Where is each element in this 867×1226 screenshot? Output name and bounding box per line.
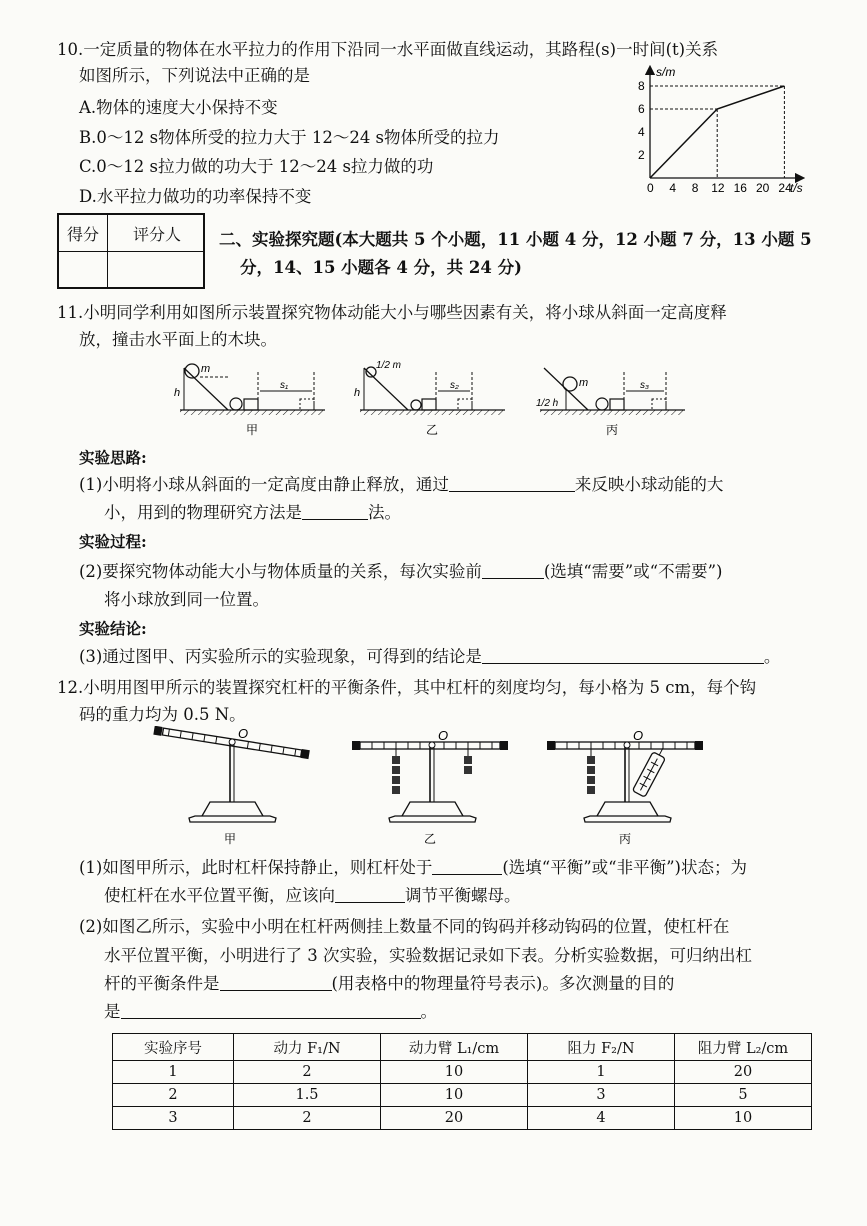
q12-pivot-label-bing: O — [633, 728, 644, 743]
q11-answer-blank-2[interactable] — [302, 503, 368, 520]
q12-figures — [150, 726, 710, 851]
q12-caption-jia: 甲 — [224, 832, 237, 846]
q11-height-label-jia: h — [174, 387, 181, 399]
table-cell: 1 — [528, 1061, 675, 1084]
q11-mass-label-jia: m — [201, 363, 211, 375]
q11-part1-line1 — [79, 473, 723, 497]
table-cell: 5 — [675, 1084, 812, 1107]
q12-figure-bing — [547, 728, 703, 846]
x-tick-label: 12 — [711, 181, 725, 195]
table-cell: 2 — [113, 1084, 234, 1107]
q12-pivot-label-jia: O — [238, 726, 249, 741]
x-tick-label: 8 — [691, 181, 699, 195]
q11-part2-text-b: (选填“需要”或“不需要”) — [543, 562, 723, 581]
q11-heading-process: 实验过程: — [79, 532, 147, 551]
q12-answer-blank-3[interactable] — [220, 974, 332, 991]
table-header-cell: 实验序号 — [113, 1034, 234, 1061]
q12-part1-text-a: (1)如图甲所示，此时杠杆保持静止，则杠杆处于 — [79, 858, 433, 877]
q11-mass-label-bing: m — [579, 377, 589, 389]
q12-part1-text-d: 调节平衡螺母。 — [405, 886, 521, 905]
q12-part2-text-e: 是 — [104, 1002, 121, 1021]
q12-answer-blank-4[interactable] — [121, 1002, 421, 1019]
table-header-row — [113, 1034, 812, 1061]
q11-dist-label-bing: s₃ — [640, 380, 649, 391]
table-cell: 20 — [675, 1061, 812, 1084]
q12-part2-text-d: (用表格中的物理量符号表示)。多次测量的目的 — [331, 974, 675, 993]
x-tick-label: 16 — [733, 181, 747, 195]
q11-figure-jia — [174, 363, 325, 437]
table-cell: 3 — [528, 1084, 675, 1107]
q11-caption-bing: 丙 — [606, 423, 619, 437]
q11-figures — [170, 358, 690, 438]
q12-pivot-label-yi: O — [438, 728, 449, 743]
q12-part2-text-f: 。 — [420, 1002, 437, 1021]
q11-height-label-bing: 1/2 h — [536, 398, 559, 409]
q11-figure-yi — [354, 360, 505, 437]
table-header-cell: 动力 F₁/N — [234, 1034, 381, 1061]
q11-part1-text-c: 小，用到的物理研究方法是 — [104, 503, 302, 522]
q12-caption-yi: 乙 — [424, 832, 437, 846]
y-tick-label: 8 — [638, 79, 645, 93]
q12-part1-line2 — [104, 884, 521, 908]
x-tick-label: 0 — [647, 181, 654, 195]
table-cell: 20 — [381, 1107, 528, 1130]
grader-label: 评分人 — [132, 225, 181, 244]
q12-part2-line4 — [104, 1000, 437, 1024]
q12-figure-jia — [153, 726, 309, 846]
table-cell: 10 — [381, 1061, 528, 1084]
q12-part2-line1: (2)如图乙所示，实验中小明在杠杆两侧挂上数量不同的钩码并移动钩码的位置，使杠杆在 — [79, 917, 730, 936]
q11-part3-text-b: 。 — [763, 647, 781, 666]
table-header-cell: 阻力臂 L₂/cm — [675, 1034, 812, 1061]
table-cell: 3 — [113, 1107, 234, 1130]
q11-answer-blank-1[interactable] — [449, 475, 575, 492]
q12-part1-text-b: (选填“平衡”或“非平衡”)状态；为 — [502, 858, 747, 877]
q11-answer-blank-4[interactable] — [482, 647, 764, 664]
q10-option-b: B.0～12 s物体所受的拉力大于 12～24 s物体所受的拉力 — [79, 128, 500, 147]
q11-part2-line2: 将小球放到同一位置。 — [104, 590, 269, 609]
q11-heading-conclusion: 实验结论: — [79, 619, 147, 638]
q12-part1-line1 — [79, 856, 747, 880]
score-label: 得分 — [66, 225, 99, 244]
score-box — [57, 213, 205, 289]
q12-part1-text-c: 使杠杆在水平位置平衡，应该向 — [104, 886, 335, 905]
q11-part2-line1 — [79, 560, 723, 584]
q12-part2-line3 — [104, 972, 674, 996]
table-cell: 4 — [528, 1107, 675, 1130]
q10-option-c: C.0～12 s拉力做的功大于 12～24 s拉力做的功 — [79, 157, 434, 176]
q11-heading-idea: 实验思路: — [79, 448, 147, 467]
q11-height-label-yi: h — [354, 387, 361, 399]
x-tick-label: 24 — [778, 181, 792, 195]
table-row — [113, 1061, 812, 1084]
q12-stem-line2: 码的重力均为 0.5 N。 — [79, 705, 246, 724]
y-tick-label: 2 — [638, 148, 645, 162]
table-cell: 10 — [675, 1107, 812, 1130]
q11-stem-line2: 放，撞击水平面上的木块。 — [79, 330, 277, 349]
y-tick-label: 4 — [638, 125, 645, 139]
table-row — [113, 1107, 812, 1130]
q11-part2-text-a: (2)要探究物体动能大小与物体质量的关系，每次实验前 — [79, 562, 482, 581]
q11-part1-text-a: (1)小明将小球从斜面的一定高度由静止释放，通过 — [79, 475, 449, 494]
table-header-cell: 动力臂 L₁/cm — [381, 1034, 528, 1061]
q11-mass-label-yi: 1/2 m — [376, 360, 402, 371]
q10-stem-line1: 10.一定质量的物体在水平拉力的作用下沿同一水平面做直线运动，其路程(s)一时间(t)关系 — [57, 40, 719, 59]
q10-option-a: A.物体的速度大小保持不变 — [79, 98, 278, 117]
x-tick-label: 4 — [669, 181, 677, 195]
q11-part1-text-b: 来反映小球动能的大 — [574, 475, 724, 494]
table-cell: 1 — [113, 1061, 234, 1084]
q12-caption-bing: 丙 — [619, 832, 632, 846]
q11-part3-text-a: (3)通过图甲、丙实验所示的实验现象，可得到的结论是 — [79, 647, 482, 666]
q11-caption-jia: 甲 — [246, 423, 259, 437]
q12-answer-blank-2[interactable] — [335, 886, 405, 903]
table-cell: 1.5 — [234, 1084, 381, 1107]
table-cell: 2 — [234, 1107, 381, 1130]
table-cell: 2 — [234, 1061, 381, 1084]
q11-caption-yi: 乙 — [426, 423, 439, 437]
table-row — [113, 1084, 812, 1107]
q11-dist-label-yi: s₂ — [450, 380, 459, 391]
table-header-cell: 阻力 F₂/N — [528, 1034, 675, 1061]
q11-part1-text-d: 法。 — [368, 503, 401, 522]
x-tick-label: 20 — [756, 181, 770, 195]
q11-part3-line — [79, 645, 780, 669]
q12-figure-yi — [352, 728, 508, 846]
q12-stem-line1: 12.小明用图甲所示的装置探究杠杆的平衡条件，其中杠杆的刻度均匀，每小格为 5 cm，每个钩 — [57, 678, 757, 697]
x-axis-label: t/s — [790, 181, 803, 195]
q11-stem-line1: 11.小明同学利用如图所示装置探究物体动能大小与哪些因素有关，将小球从斜面一定高度释 — [57, 303, 727, 322]
q11-part1-line2 — [104, 501, 401, 525]
q11-figure-bing — [536, 368, 685, 437]
table-cell: 10 — [381, 1084, 528, 1107]
q11-answer-blank-3[interactable] — [482, 562, 544, 579]
q12-part2-line2: 水平位置平衡，小明进行了 3 次实验，实验数据记录如下表。分析实验数据，可归纳出杠 — [104, 946, 752, 965]
y-axis-label: s/m — [656, 65, 676, 79]
q12-answer-blank-1[interactable] — [432, 858, 502, 875]
section2-title-line2: 分，14、15 小题各 4 分，共 24 分) — [240, 258, 522, 277]
section2-title-line1: 二、实验探究题(本大题共 5 个小题，11 小题 4 分，12 小题 7 分，13 小题 5 — [219, 230, 812, 249]
q12-part2-text-c: 杆的平衡条件是 — [104, 974, 220, 993]
q12-data-table — [112, 1033, 812, 1130]
st-chart — [630, 62, 815, 202]
q10-stem-line2: 如图所示，下列说法中正确的是 — [79, 66, 310, 85]
y-tick-label: 6 — [638, 102, 645, 116]
q10-option-d: D.水平拉力做功的功率保持不变 — [79, 187, 312, 206]
q11-dist-label-jia: s₁ — [280, 380, 289, 391]
